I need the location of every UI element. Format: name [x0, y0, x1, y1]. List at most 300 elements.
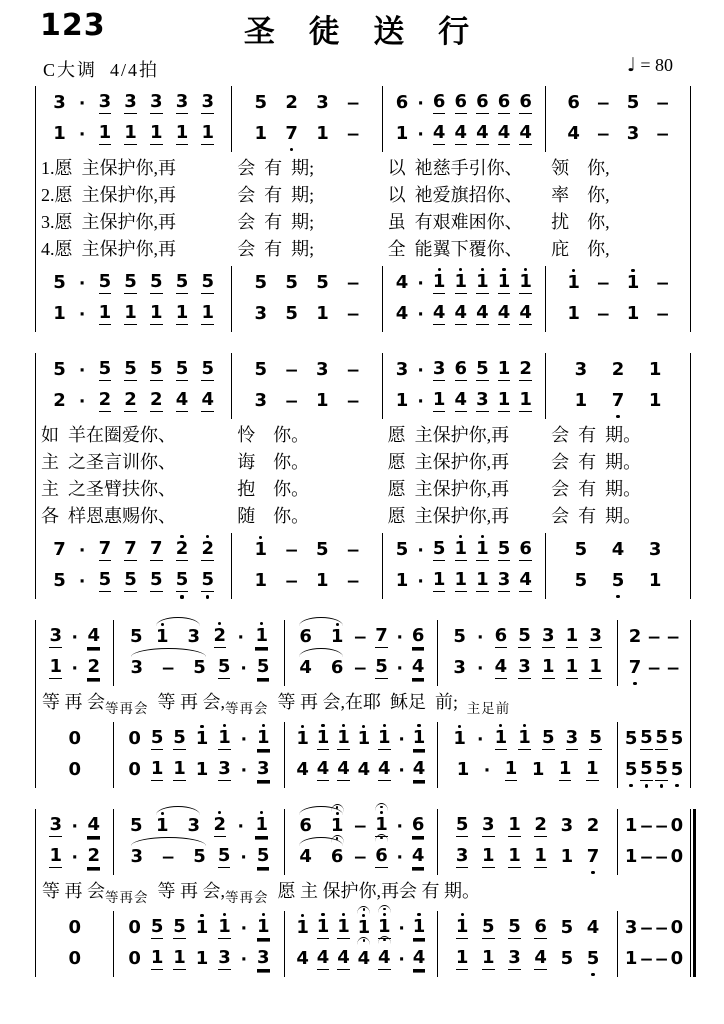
meter-signature: 4/4拍: [110, 60, 160, 80]
note: [588, 658, 603, 679]
note-digit: 5: [574, 538, 588, 560]
note-digit: 1: [395, 569, 409, 591]
note: [507, 847, 522, 868]
music-line: [41, 944, 108, 975]
note-digit: 5: [589, 727, 602, 748]
note-digit: 4: [299, 845, 312, 867]
note-digit: 1: [494, 727, 508, 748]
octave-down-dot: [616, 415, 619, 418]
note: [624, 814, 639, 837]
sustain-dash: −: [596, 304, 611, 325]
note: [127, 916, 142, 939]
note-digit: 4: [476, 302, 489, 323]
note: [213, 816, 228, 837]
measure-cell: [36, 620, 114, 686]
augmentation-dot: ·: [78, 124, 86, 145]
note-digit: 7: [53, 538, 66, 560]
music-line: [41, 653, 108, 684]
music-line: [388, 119, 541, 150]
note-digit: 6: [375, 845, 388, 866]
music-line: [551, 268, 685, 299]
note-digit: 5: [150, 727, 164, 748]
sustain-dash: −: [654, 949, 669, 970]
music-line: [443, 842, 612, 873]
sustain-dash: −: [161, 847, 176, 868]
lyric-cell: 4.愿 主保护你,再: [41, 239, 176, 259]
note-digit: 1: [395, 122, 409, 144]
augmentation-dot: ·: [78, 273, 86, 294]
note: [330, 814, 345, 837]
augmentation-dot: ·: [78, 571, 86, 592]
note: [574, 569, 589, 592]
music-line: [623, 653, 685, 684]
note: [149, 273, 164, 294]
augmentation-dot: ·: [71, 658, 78, 679]
note-digit: 1: [175, 122, 189, 143]
note-digit: 1: [254, 569, 268, 591]
note: [295, 947, 310, 970]
augmentation-dot: ·: [78, 93, 86, 114]
note: [624, 947, 639, 970]
note-digit: 4: [175, 389, 189, 410]
lyric-cell: 会 有 期;: [237, 158, 315, 178]
note: [195, 758, 210, 781]
slur-arc-group: [128, 656, 209, 679]
note-digit: 7: [628, 656, 642, 678]
note-digit: 0: [670, 916, 684, 938]
note: [588, 627, 603, 648]
measure-cell: [114, 620, 284, 686]
note-digit: 1: [316, 122, 329, 144]
note: [200, 391, 215, 412]
note: [574, 389, 589, 412]
echo-lyric: 等再会: [105, 890, 149, 905]
note: [586, 814, 601, 837]
note: [560, 845, 575, 868]
note: [254, 538, 269, 561]
lyric-cell: 会 有 期。: [551, 479, 642, 499]
note: [149, 360, 164, 381]
note: [52, 538, 67, 561]
note-digit: 6: [534, 916, 547, 937]
note-digit: 5: [541, 727, 555, 748]
note-digit: 3: [187, 814, 201, 836]
sustain-dash: −: [284, 360, 299, 381]
note: [566, 302, 581, 325]
upper-voice-pair: [36, 809, 690, 875]
measure-cell: [618, 911, 690, 977]
sustain-dash: −: [284, 571, 299, 592]
note: [123, 93, 138, 114]
lyric-cell: 愿 主保护你,再: [387, 479, 510, 499]
note-digit: 1: [357, 916, 371, 938]
augmentation-dot: ·: [417, 540, 424, 561]
verse-row: [36, 209, 690, 236]
note: [127, 727, 142, 750]
music-line: [41, 355, 226, 386]
note: [256, 949, 271, 970]
sustain-dash: −: [655, 273, 670, 294]
note-digit: 1: [518, 727, 531, 748]
note: [377, 729, 392, 750]
note-digit: 4: [296, 758, 309, 780]
augmentation-dot: ·: [417, 93, 424, 114]
lyric-cell: 2.愿 主保护你,再: [41, 185, 176, 205]
note-digit: 5: [175, 271, 189, 292]
note: [628, 656, 643, 679]
verse-row: [36, 476, 690, 503]
verse-row: [36, 236, 690, 263]
note-digit: 1: [53, 302, 66, 324]
note-digit: 3: [560, 814, 574, 836]
octave-up-dot: [321, 724, 324, 727]
octave-down-dot: [591, 871, 594, 874]
octave-down-dot: [206, 595, 209, 598]
tempo-marking: [627, 54, 673, 76]
octave-down-dot: [591, 973, 594, 976]
note: [565, 729, 580, 750]
note: [533, 847, 548, 868]
note: [624, 916, 639, 939]
sustain-dash: −: [346, 273, 361, 294]
note: [454, 93, 469, 114]
note-digit: 1: [626, 271, 640, 293]
note-digit: 1: [255, 625, 269, 646]
octave-up-dot: [502, 268, 505, 271]
note: [497, 540, 512, 561]
note: [123, 391, 138, 412]
note-digit: 1: [395, 389, 409, 411]
note: [295, 758, 310, 781]
note: [395, 122, 410, 145]
note: [298, 656, 313, 679]
note: [518, 124, 533, 145]
note: [336, 729, 351, 750]
note: [98, 93, 113, 114]
note-digit: 1: [49, 845, 63, 866]
note-digit: 2: [87, 656, 100, 677]
note: [497, 391, 512, 412]
lyric-cell: 随 你。: [237, 506, 310, 526]
note: [175, 124, 190, 145]
note-digit: 1: [201, 302, 214, 323]
music-line: [119, 724, 278, 755]
note-digit: 4: [454, 302, 468, 323]
note-digit: 4: [567, 122, 580, 144]
note-digit: 3: [589, 625, 602, 646]
note-digit: 2: [586, 814, 600, 836]
sustain-dash: −: [654, 816, 669, 837]
note-digit: 1: [534, 845, 547, 866]
note: [123, 571, 138, 592]
note: [298, 625, 313, 648]
note: [256, 918, 271, 939]
note-digit: 2: [611, 358, 625, 380]
music-line: [551, 299, 685, 330]
note: [315, 91, 330, 114]
note: [497, 360, 512, 381]
note: [412, 949, 427, 970]
music-line: [41, 268, 226, 299]
note-digit: 1: [567, 271, 580, 293]
note: [452, 727, 467, 750]
note-digit: 1: [254, 538, 268, 560]
note-digit: 5: [173, 727, 186, 748]
augmentation-dot: ·: [398, 760, 405, 781]
music-line: [119, 653, 278, 684]
sustain-dash: −: [346, 124, 361, 145]
note-digit: 4: [519, 122, 532, 143]
note: [624, 727, 639, 750]
note: [298, 814, 313, 837]
note-digit: 5: [560, 947, 574, 969]
note-digit: 4: [611, 538, 625, 560]
note: [217, 729, 232, 750]
note: [395, 271, 410, 294]
note-digit: 5: [432, 538, 446, 559]
note-digit: 1: [337, 916, 350, 937]
note: [497, 93, 512, 114]
note-digit: 0: [68, 727, 81, 749]
note-digit: 4: [87, 814, 100, 835]
sustain-dash: −: [346, 93, 361, 114]
augmentation-dot: ·: [240, 760, 248, 781]
note-digit: 5: [98, 358, 112, 379]
note-digit: 1: [98, 302, 112, 323]
note-digit: 1: [626, 302, 640, 324]
tempo-value: = 80: [640, 55, 673, 75]
note-digit: 0: [68, 758, 81, 780]
note-digit: 3: [49, 625, 63, 646]
note: [175, 93, 190, 114]
note-digit: 3: [257, 758, 270, 779]
note-digit: 3: [201, 91, 214, 112]
note: [67, 758, 82, 781]
system-1: [35, 86, 691, 332]
measure-cell: [285, 620, 439, 686]
note: [648, 358, 663, 381]
measure-cell: [285, 809, 439, 875]
fermata-icon: [375, 803, 388, 811]
note: [175, 360, 190, 381]
measure-cell: [36, 86, 232, 152]
octave-up-dot: [336, 812, 339, 815]
measure-cell: [114, 911, 284, 977]
note-digit: 4: [534, 947, 547, 968]
system-4: [35, 809, 691, 977]
augmentation-dot: ·: [477, 658, 484, 679]
note: [560, 814, 575, 837]
note-digit: 1: [296, 727, 309, 749]
lyric-text: 愿 主 保护你,再会 有 期。: [268, 881, 480, 901]
measure-cell: [383, 266, 547, 332]
note: [217, 760, 232, 781]
note: [654, 729, 669, 750]
measure-cell: [438, 620, 618, 686]
note-digit: 6: [330, 656, 344, 678]
note: [586, 916, 601, 939]
note-digit: 0: [68, 947, 81, 969]
music-line: [388, 88, 541, 119]
music-line: [41, 386, 226, 417]
note: [585, 760, 600, 781]
note-digit: 1: [173, 947, 186, 968]
note: [150, 760, 165, 781]
sustain-dash: −: [596, 273, 611, 294]
note-digit: 1: [624, 814, 638, 836]
measure-cell: [285, 722, 439, 788]
octave-up-dot: [631, 269, 634, 272]
note: [150, 918, 165, 939]
note-digit: 5: [201, 569, 214, 590]
note: [315, 358, 330, 381]
lyric-cell: 会 有 期;: [237, 212, 315, 232]
note: [395, 358, 410, 381]
note-digit: 1: [574, 389, 588, 411]
note-digit: 1: [316, 569, 329, 591]
measure-cell: [618, 809, 690, 875]
note-digit: 3: [508, 947, 521, 968]
music-line: [41, 842, 108, 873]
note: [284, 122, 299, 145]
note-digit: 5: [256, 845, 270, 866]
note-digit: 5: [217, 845, 231, 866]
lyric-cell: 庇 你,: [551, 239, 610, 259]
measure-cell: [36, 722, 114, 788]
note-digit: 6: [299, 814, 312, 836]
sustain-dash: −: [596, 93, 611, 114]
lyric-cell: 会 有 期。: [551, 506, 642, 526]
note: [494, 729, 509, 750]
note-digit: 3: [565, 727, 579, 748]
sustain-dash: −: [345, 360, 361, 381]
music-line: [551, 386, 685, 417]
augmentation-dot: ·: [240, 918, 248, 939]
measure-cell: [36, 911, 114, 977]
lyric-cell: 各 样恩惠赐你、: [41, 506, 176, 526]
music-line: [290, 755, 433, 786]
note: [626, 271, 641, 294]
note-digit: 1: [337, 727, 350, 748]
note-digit: 5: [193, 656, 206, 678]
note: [330, 656, 345, 679]
music-line: [119, 755, 278, 786]
note-digit: 4: [357, 758, 371, 780]
note-digit: 1: [155, 625, 169, 647]
note: [86, 816, 101, 837]
music-line: [443, 913, 612, 944]
lyric-cell: 抱 你。: [237, 479, 310, 499]
note-digit: 5: [518, 625, 531, 646]
note-digit: 7: [124, 538, 137, 559]
note-digit: 2: [628, 625, 642, 647]
note: [172, 918, 187, 939]
note: [67, 727, 82, 750]
note-digit: 5: [256, 656, 270, 677]
measure-cell: [114, 809, 284, 875]
note-digit: 5: [150, 358, 163, 379]
music-line: [119, 944, 278, 975]
measure-cell: [546, 533, 690, 599]
note-digit: 1: [648, 389, 662, 411]
note: [200, 540, 215, 561]
note: [172, 949, 187, 970]
note: [518, 391, 533, 412]
note-digit: 5: [316, 271, 329, 293]
slur-arc-group: [153, 625, 203, 648]
note: [374, 658, 389, 679]
measure-cell: [36, 353, 232, 419]
note: [175, 304, 190, 325]
note: [316, 760, 331, 781]
note-digit: 5: [482, 916, 495, 937]
note-digit: 1: [218, 916, 231, 937]
note-digit: 3: [482, 814, 495, 835]
note-digit: 1: [53, 122, 66, 144]
note: [155, 814, 170, 837]
music-line: [41, 622, 108, 653]
note: [315, 569, 330, 592]
note: [217, 918, 232, 939]
augmentation-dot: ·: [240, 949, 248, 970]
augmentation-dot: ·: [396, 847, 404, 868]
note: [586, 947, 601, 970]
note-digit: 3: [624, 916, 638, 938]
note: [127, 758, 142, 781]
note: [175, 571, 190, 592]
note-digit: 1: [412, 916, 426, 937]
lyric-text: 等 再 会,在耶 稣足 前;: [268, 692, 459, 712]
note: [129, 814, 144, 837]
note-digit: 1: [589, 656, 602, 677]
octave-down-dot: [675, 784, 678, 787]
note: [507, 949, 522, 970]
octave-up-dot: [383, 724, 386, 727]
note: [86, 847, 101, 868]
note: [454, 540, 469, 561]
note-digit: 3: [648, 538, 662, 560]
sustain-dash: −: [353, 847, 368, 868]
note-digit: 5: [98, 271, 112, 292]
note: [475, 360, 490, 381]
augmentation-dot: ·: [417, 124, 424, 145]
note: [195, 947, 210, 970]
sustain-dash: −: [665, 658, 681, 679]
note: [192, 656, 207, 679]
octave-up-dot: [161, 623, 164, 626]
note-digit: 0: [670, 947, 684, 969]
note: [195, 727, 210, 750]
note: [432, 360, 447, 381]
note-digit: 5: [586, 947, 600, 969]
note: [374, 627, 389, 648]
note: [123, 124, 138, 145]
note-digit: 1: [330, 625, 344, 647]
note-digit: 3: [497, 569, 511, 590]
note: [454, 304, 469, 325]
measure-cell: [438, 911, 618, 977]
measure-cell: [232, 353, 382, 419]
note: [481, 949, 496, 970]
note: [533, 816, 548, 837]
note-digit: 3: [130, 656, 144, 678]
note-digit: 2: [53, 389, 66, 411]
note: [52, 122, 67, 145]
note-digit: 5: [175, 569, 189, 590]
note: [336, 949, 351, 970]
note-digit: 5: [508, 916, 521, 937]
note-digit: 5: [640, 758, 653, 779]
